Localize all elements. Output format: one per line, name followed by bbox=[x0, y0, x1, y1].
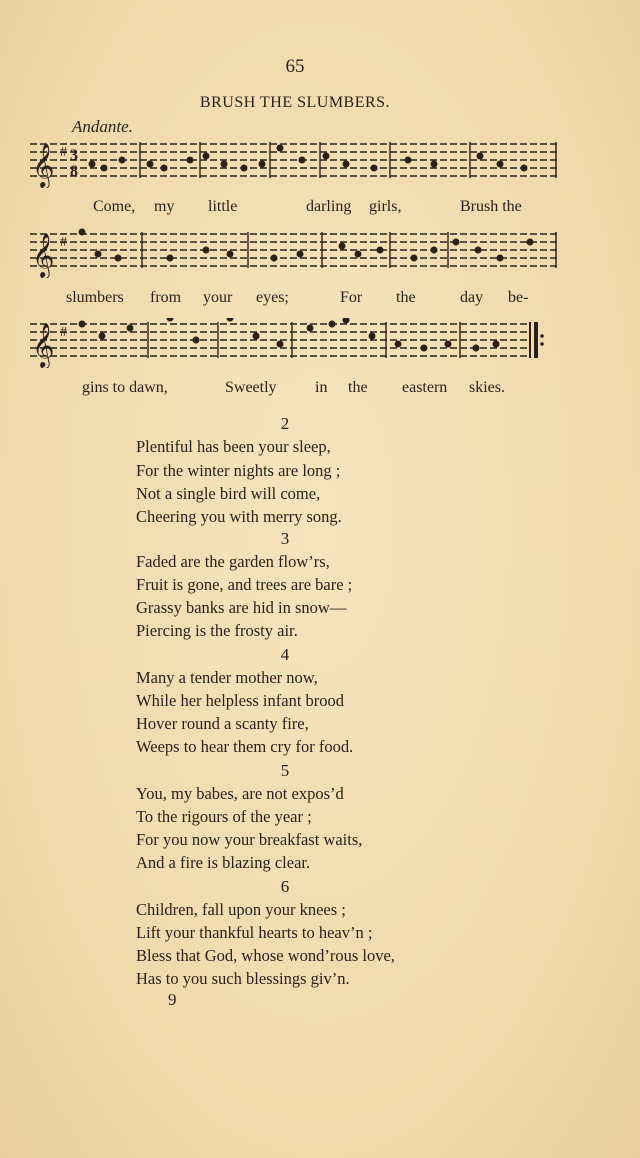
verse-number: 5 bbox=[280, 761, 290, 780]
verse-line: For you now your breakfast waits, bbox=[136, 830, 363, 849]
lyric-word: Sweetly bbox=[225, 379, 277, 396]
lyric-word: in bbox=[315, 379, 328, 396]
lyric-word: skies. bbox=[469, 379, 505, 396]
verse-line: For the winter nights are long ; bbox=[136, 461, 341, 480]
lyric-word: the bbox=[348, 379, 368, 396]
lyric-word: from bbox=[150, 289, 182, 306]
verse-number: 6 bbox=[280, 877, 290, 896]
lyric-word: gins to dawn, bbox=[82, 379, 168, 396]
lyric-word: day bbox=[460, 289, 484, 306]
lyric-word: my bbox=[154, 198, 175, 215]
verse-line: You, my babes, are not expos’d bbox=[136, 784, 344, 803]
verse-line: Has to you such blessings giv’n. bbox=[136, 969, 350, 988]
verse-line: Not a single bird will come, bbox=[136, 484, 321, 503]
lyric-word: For bbox=[340, 289, 363, 306]
verse-line: Hover round a scanty fire, bbox=[136, 714, 309, 733]
verse-number: 3 bbox=[280, 529, 290, 548]
verse-line: Faded are the garden flow’rs, bbox=[136, 552, 330, 571]
signature-mark: 9 bbox=[168, 990, 177, 1009]
verse-number: 4 bbox=[280, 645, 290, 664]
lyric-word: little bbox=[208, 198, 238, 215]
lyric-word: Come, bbox=[93, 198, 136, 215]
lyric-word: the bbox=[396, 289, 416, 306]
lyric-word: eyes; bbox=[256, 289, 289, 306]
lyric-word: girls, bbox=[369, 198, 402, 215]
svg-text:3: 3 bbox=[70, 147, 78, 164]
verse-line: Children, fall upon your knees ; bbox=[136, 900, 346, 919]
verse-line: And a fire is blazing clear. bbox=[136, 853, 311, 872]
music-staff-1 bbox=[30, 138, 560, 188]
verse-line: Fruit is gone, and trees are bare ; bbox=[136, 575, 353, 594]
lyric-word: slumbers bbox=[66, 289, 124, 306]
verse-line: Many a tender mother now, bbox=[136, 668, 318, 687]
lyric-word: Brush the bbox=[460, 198, 522, 215]
page-number: 65 bbox=[285, 56, 305, 77]
verse-number: 2 bbox=[280, 414, 290, 433]
music-staff-2 bbox=[30, 228, 560, 278]
svg-text:𝄞: 𝄞 bbox=[32, 325, 55, 367]
lyric-word: your bbox=[203, 289, 233, 306]
lyric-word: eastern bbox=[402, 379, 448, 396]
svg-text:#: # bbox=[60, 235, 67, 250]
svg-text:#: # bbox=[60, 325, 67, 340]
verse-line: While her helpless infant brood bbox=[136, 691, 345, 710]
svg-text:𝄞: 𝄞 bbox=[32, 235, 55, 277]
svg-text:#: # bbox=[60, 145, 67, 160]
lyric-word: be- bbox=[508, 289, 529, 306]
verse-line: Piercing is the frosty air. bbox=[136, 621, 298, 640]
song-title: BRUSH THE SLUMBERS. bbox=[199, 94, 391, 111]
verse-line: Cheering you with merry song. bbox=[136, 507, 342, 526]
lyric-word: darling bbox=[306, 198, 352, 215]
svg-text:8: 8 bbox=[70, 163, 78, 180]
verse-line: Plentiful has been your sleep, bbox=[136, 437, 331, 456]
verse-line: Lift your thankful hearts to heav’n ; bbox=[136, 923, 373, 942]
verse-line: Weeps to hear them cry for food. bbox=[136, 737, 354, 756]
music-staff-3 bbox=[30, 318, 560, 368]
svg-text:𝄞: 𝄞 bbox=[32, 145, 55, 187]
verse-line: Bless that God, whose wond’rous love, bbox=[136, 946, 395, 965]
tempo-marking: Andante. bbox=[72, 117, 133, 136]
verse-line: To the rigours of the year ; bbox=[136, 807, 312, 826]
verse-line: Grassy banks are hid in snow— bbox=[136, 598, 347, 617]
